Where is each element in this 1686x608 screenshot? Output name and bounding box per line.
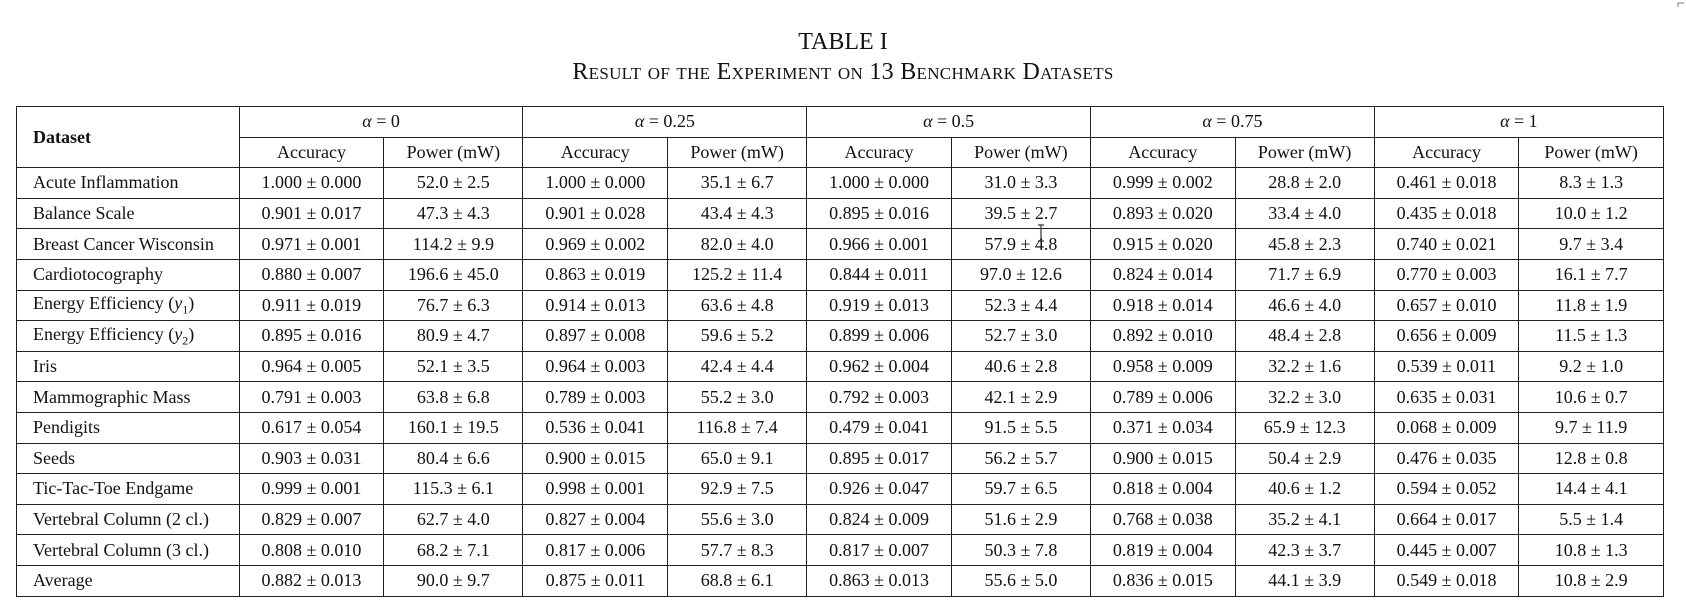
power-cell: 52.1 ± 3.5 bbox=[384, 351, 523, 382]
dataset-name: Balance Scale bbox=[17, 198, 240, 229]
accuracy-cell: 0.895 ± 0.016 bbox=[239, 321, 384, 352]
accuracy-cell: 0.635 ± 0.031 bbox=[1374, 382, 1519, 413]
accuracy-cell: 0.900 ± 0.015 bbox=[523, 443, 668, 474]
power-cell: 62.7 ± 4.0 bbox=[384, 504, 523, 535]
dataset-name: Energy Efficiency $(y_1)$ bbox=[17, 290, 240, 321]
accuracy-cell: 0.895 ± 0.016 bbox=[807, 198, 952, 229]
accuracy-cell: 1.000 ± 0.000 bbox=[807, 168, 952, 199]
accuracy-cell: 0.918 ± 0.014 bbox=[1091, 290, 1236, 321]
power-cell: 63.6 ± 4.8 bbox=[668, 290, 807, 321]
accuracy-cell: 0.892 ± 0.010 bbox=[1091, 321, 1236, 352]
power-cell: 35.2 ± 4.1 bbox=[1235, 504, 1374, 535]
power-cell: 47.3 ± 4.3 bbox=[384, 198, 523, 229]
power-cell: 55.6 ± 3.0 bbox=[668, 504, 807, 535]
accuracy-cell: 1.000 ± 0.000 bbox=[523, 168, 668, 199]
accuracy-cell: 0.818 ± 0.004 bbox=[1091, 474, 1236, 505]
average-row bbox=[17, 565, 1664, 596]
resize-corner-icon bbox=[1676, 0, 1686, 8]
power-cell: 11.5 ± 1.3 bbox=[1519, 321, 1664, 352]
accuracy-cell: 0.768 ± 0.038 bbox=[1091, 504, 1236, 535]
table-title: Result of the Experiment on 13 Benchmark Datasets bbox=[572, 59, 1114, 85]
power-cell: 9.7 ± 3.4 bbox=[1519, 229, 1664, 260]
power-cell: 65.0 ± 9.1 bbox=[668, 443, 807, 474]
accuracy-cell: 0.915 ± 0.020 bbox=[1091, 229, 1236, 260]
power-header: Power (mW) bbox=[1519, 137, 1664, 168]
accuracy-cell: 0.901 ± 0.028 bbox=[523, 198, 668, 229]
table-row bbox=[17, 198, 1664, 229]
table-caption bbox=[0, 27, 1686, 87]
accuracy-cell: 0.657 ± 0.010 bbox=[1374, 290, 1519, 321]
metric-header-row bbox=[17, 137, 1664, 168]
power-cell: 196.6 ± 45.0 bbox=[384, 259, 523, 290]
power-cell: 14.4 ± 4.1 bbox=[1519, 474, 1664, 505]
accuracy-cell: 0.617 ± 0.054 bbox=[239, 412, 384, 443]
accuracy-header: Accuracy bbox=[1091, 137, 1236, 168]
accuracy-header: Accuracy bbox=[239, 137, 384, 168]
power-cell: 10.6 ± 0.7 bbox=[1519, 382, 1664, 413]
power-cell: 57.9 ± 4.8 bbox=[951, 229, 1090, 260]
power-cell: 63.8 ± 6.8 bbox=[384, 382, 523, 413]
power-cell: 59.6 ± 5.2 bbox=[668, 321, 807, 352]
accuracy-cell: 0.824 ± 0.014 bbox=[1091, 259, 1236, 290]
power-cell: 114.2 ± 9.9 bbox=[384, 229, 523, 260]
power-cell: 82.0 ± 4.0 bbox=[668, 229, 807, 260]
power-cell: 55.2 ± 3.0 bbox=[668, 382, 807, 413]
accuracy-cell: 0.664 ± 0.017 bbox=[1374, 504, 1519, 535]
accuracy-cell: 0.594 ± 0.052 bbox=[1374, 474, 1519, 505]
alpha-header-row bbox=[17, 107, 1664, 138]
power-cell: 32.2 ± 1.6 bbox=[1235, 351, 1374, 382]
power-cell: 50.3 ± 7.8 bbox=[951, 535, 1090, 566]
dataset-name: Mammographic Mass bbox=[17, 382, 240, 413]
power-cell: 68.2 ± 7.1 bbox=[384, 535, 523, 566]
power-cell: 10.0 ± 1.2 bbox=[1519, 198, 1664, 229]
accuracy-header: Accuracy bbox=[1374, 137, 1519, 168]
dataset-name: Acute Inflammation bbox=[17, 168, 240, 199]
accuracy-cell: 0.479 ± 0.041 bbox=[807, 412, 952, 443]
dataset-name: Tic-Tac-Toe Endgame bbox=[17, 474, 240, 505]
accuracy-cell: 0.966 ± 0.001 bbox=[807, 229, 952, 260]
power-cell: 52.7 ± 3.0 bbox=[951, 321, 1090, 352]
accuracy-cell: 0.549 ± 0.018 bbox=[1374, 565, 1519, 596]
power-cell: 10.8 ± 2.9 bbox=[1519, 565, 1664, 596]
accuracy-cell: 0.899 ± 0.006 bbox=[807, 321, 952, 352]
accuracy-cell: 0.656 ± 0.009 bbox=[1374, 321, 1519, 352]
accuracy-cell: 0.824 ± 0.009 bbox=[807, 504, 952, 535]
accuracy-cell: 0.827 ± 0.004 bbox=[523, 504, 668, 535]
table-row bbox=[17, 504, 1664, 535]
power-cell: 35.1 ± 6.7 bbox=[668, 168, 807, 199]
accuracy-cell: 0.819 ± 0.004 bbox=[1091, 535, 1236, 566]
table-label: TABLE I bbox=[798, 29, 888, 55]
table-row bbox=[17, 229, 1664, 260]
accuracy-cell: 0.435 ± 0.018 bbox=[1374, 198, 1519, 229]
power-header: Power (mW) bbox=[951, 137, 1090, 168]
accuracy-cell: 0.893 ± 0.020 bbox=[1091, 198, 1236, 229]
table-row bbox=[17, 168, 1664, 199]
accuracy-cell: 0.844 ± 0.011 bbox=[807, 259, 952, 290]
accuracy-cell: 0.789 ± 0.006 bbox=[1091, 382, 1236, 413]
accuracy-header: Accuracy bbox=[807, 137, 952, 168]
accuracy-cell: 0.911 ± 0.019 bbox=[239, 290, 384, 321]
power-header: Power (mW) bbox=[668, 137, 807, 168]
power-cell: 45.8 ± 2.3 bbox=[1235, 229, 1374, 260]
accuracy-cell: 0.770 ± 0.003 bbox=[1374, 259, 1519, 290]
power-cell: 50.4 ± 2.9 bbox=[1235, 443, 1374, 474]
power-cell: 39.5 ± 2.7 bbox=[951, 198, 1090, 229]
power-cell: 32.2 ± 3.0 bbox=[1235, 382, 1374, 413]
accuracy-cell: 0.999 ± 0.001 bbox=[239, 474, 384, 505]
table-body bbox=[17, 168, 1664, 596]
table-row bbox=[17, 351, 1664, 382]
results-table bbox=[16, 106, 1664, 597]
alpha-group-header: α = 1 bbox=[1374, 107, 1663, 138]
accuracy-cell: 0.897 ± 0.008 bbox=[523, 321, 668, 352]
dataset-name: Pendigits bbox=[17, 412, 240, 443]
accuracy-cell: 0.926 ± 0.047 bbox=[807, 474, 952, 505]
alpha-group-header: α = 0.25 bbox=[523, 107, 807, 138]
power-cell: 42.1 ± 2.9 bbox=[951, 382, 1090, 413]
accuracy-cell: 0.958 ± 0.009 bbox=[1091, 351, 1236, 382]
power-header: Power (mW) bbox=[384, 137, 523, 168]
power-cell: 46.6 ± 4.0 bbox=[1235, 290, 1374, 321]
accuracy-cell: 0.999 ± 0.002 bbox=[1091, 168, 1236, 199]
power-cell: 48.4 ± 2.8 bbox=[1235, 321, 1374, 352]
accuracy-cell: 0.914 ± 0.013 bbox=[523, 290, 668, 321]
accuracy-cell: 0.964 ± 0.005 bbox=[239, 351, 384, 382]
power-cell: 80.9 ± 4.7 bbox=[384, 321, 523, 352]
accuracy-cell: 0.880 ± 0.007 bbox=[239, 259, 384, 290]
table-row bbox=[17, 474, 1664, 505]
power-cell: 43.4 ± 4.3 bbox=[668, 198, 807, 229]
accuracy-cell: 0.789 ± 0.003 bbox=[523, 382, 668, 413]
accuracy-cell: 0.882 ± 0.013 bbox=[239, 565, 384, 596]
power-cell: 115.3 ± 6.1 bbox=[384, 474, 523, 505]
dataset-name: Average bbox=[17, 565, 240, 596]
power-cell: 44.1 ± 3.9 bbox=[1235, 565, 1374, 596]
power-cell: 97.0 ± 12.6 bbox=[951, 259, 1090, 290]
power-cell: 40.6 ± 1.2 bbox=[1235, 474, 1374, 505]
power-cell: 28.8 ± 2.0 bbox=[1235, 168, 1374, 199]
power-cell: 57.7 ± 8.3 bbox=[668, 535, 807, 566]
accuracy-cell: 0.863 ± 0.013 bbox=[807, 565, 952, 596]
power-cell: 10.8 ± 1.3 bbox=[1519, 535, 1664, 566]
accuracy-cell: 0.792 ± 0.003 bbox=[807, 382, 952, 413]
accuracy-header: Accuracy bbox=[523, 137, 668, 168]
dataset-name: Vertebral Column (3 cl.) bbox=[17, 535, 240, 566]
power-cell: 92.9 ± 7.5 bbox=[668, 474, 807, 505]
power-cell: 71.7 ± 6.9 bbox=[1235, 259, 1374, 290]
table-row bbox=[17, 443, 1664, 474]
accuracy-cell: 0.371 ± 0.034 bbox=[1091, 412, 1236, 443]
accuracy-cell: 0.829 ± 0.007 bbox=[239, 504, 384, 535]
accuracy-cell: 0.998 ± 0.001 bbox=[523, 474, 668, 505]
dataset-name: Energy Efficiency $(y_2)$ bbox=[17, 321, 240, 352]
accuracy-cell: 0.068 ± 0.009 bbox=[1374, 412, 1519, 443]
power-cell: 55.6 ± 5.0 bbox=[951, 565, 1090, 596]
accuracy-cell: 0.539 ± 0.011 bbox=[1374, 351, 1519, 382]
dataset-name: Iris bbox=[17, 351, 240, 382]
accuracy-cell: 0.964 ± 0.003 bbox=[523, 351, 668, 382]
accuracy-cell: 0.476 ± 0.035 bbox=[1374, 443, 1519, 474]
accuracy-cell: 0.817 ± 0.007 bbox=[807, 535, 952, 566]
power-cell: 51.6 ± 2.9 bbox=[951, 504, 1090, 535]
dataset-name: Cardiotocography bbox=[17, 259, 240, 290]
dataset-header: Dataset bbox=[17, 107, 240, 168]
accuracy-cell: 1.000 ± 0.000 bbox=[239, 168, 384, 199]
table-row bbox=[17, 382, 1664, 413]
alpha-group-header: α = 0 bbox=[239, 107, 523, 138]
table-row bbox=[17, 290, 1664, 321]
accuracy-cell: 0.863 ± 0.019 bbox=[523, 259, 668, 290]
accuracy-cell: 0.969 ± 0.002 bbox=[523, 229, 668, 260]
accuracy-cell: 0.919 ± 0.013 bbox=[807, 290, 952, 321]
accuracy-cell: 0.536 ± 0.041 bbox=[523, 412, 668, 443]
accuracy-cell: 0.791 ± 0.003 bbox=[239, 382, 384, 413]
power-cell: 9.2 ± 1.0 bbox=[1519, 351, 1664, 382]
power-cell: 56.2 ± 5.7 bbox=[951, 443, 1090, 474]
power-cell: 59.7 ± 6.5 bbox=[951, 474, 1090, 505]
power-cell: 52.3 ± 4.4 bbox=[951, 290, 1090, 321]
power-cell: 80.4 ± 6.6 bbox=[384, 443, 523, 474]
power-cell: 11.8 ± 1.9 bbox=[1519, 290, 1664, 321]
accuracy-cell: 0.962 ± 0.004 bbox=[807, 351, 952, 382]
accuracy-cell: 0.836 ± 0.015 bbox=[1091, 565, 1236, 596]
power-header: Power (mW) bbox=[1235, 137, 1374, 168]
power-cell: 91.5 ± 5.5 bbox=[951, 412, 1090, 443]
power-cell: 8.3 ± 1.3 bbox=[1519, 168, 1664, 199]
dataset-name: Breast Cancer Wisconsin bbox=[17, 229, 240, 260]
power-cell: 125.2 ± 11.4 bbox=[668, 259, 807, 290]
power-cell: 33.4 ± 4.0 bbox=[1235, 198, 1374, 229]
power-cell: 40.6 ± 2.8 bbox=[951, 351, 1090, 382]
alpha-group-header: α = 0.75 bbox=[1091, 107, 1375, 138]
power-cell: 52.0 ± 2.5 bbox=[384, 168, 523, 199]
table-row bbox=[17, 259, 1664, 290]
power-cell: 16.1 ± 7.7 bbox=[1519, 259, 1664, 290]
accuracy-cell: 0.740 ± 0.021 bbox=[1374, 229, 1519, 260]
power-cell: 12.8 ± 0.8 bbox=[1519, 443, 1664, 474]
power-cell: 42.4 ± 4.4 bbox=[668, 351, 807, 382]
power-cell: 9.7 ± 11.9 bbox=[1519, 412, 1664, 443]
power-cell: 31.0 ± 3.3 bbox=[951, 168, 1090, 199]
power-cell: 90.0 ± 9.7 bbox=[384, 565, 523, 596]
alpha-group-header: α = 0.5 bbox=[807, 107, 1091, 138]
accuracy-cell: 0.903 ± 0.031 bbox=[239, 443, 384, 474]
table-row bbox=[17, 412, 1664, 443]
table-row bbox=[17, 321, 1664, 352]
accuracy-cell: 0.900 ± 0.015 bbox=[1091, 443, 1236, 474]
accuracy-cell: 0.461 ± 0.018 bbox=[1374, 168, 1519, 199]
dataset-name: Vertebral Column (2 cl.) bbox=[17, 504, 240, 535]
accuracy-cell: 0.971 ± 0.001 bbox=[239, 229, 384, 260]
power-cell: 5.5 ± 1.4 bbox=[1519, 504, 1664, 535]
accuracy-cell: 0.445 ± 0.007 bbox=[1374, 535, 1519, 566]
power-cell: 68.8 ± 6.1 bbox=[668, 565, 807, 596]
power-cell: 76.7 ± 6.3 bbox=[384, 290, 523, 321]
power-cell: 65.9 ± 12.3 bbox=[1235, 412, 1374, 443]
power-cell: 116.8 ± 7.4 bbox=[668, 412, 807, 443]
accuracy-cell: 0.808 ± 0.010 bbox=[239, 535, 384, 566]
power-cell: 160.1 ± 19.5 bbox=[384, 412, 523, 443]
accuracy-cell: 0.901 ± 0.017 bbox=[239, 198, 384, 229]
text-cursor-icon bbox=[1036, 224, 1046, 242]
accuracy-cell: 0.817 ± 0.006 bbox=[523, 535, 668, 566]
accuracy-cell: 0.875 ± 0.011 bbox=[523, 565, 668, 596]
accuracy-cell: 0.895 ± 0.017 bbox=[807, 443, 952, 474]
power-cell: 42.3 ± 3.7 bbox=[1235, 535, 1374, 566]
dataset-name: Seeds bbox=[17, 443, 240, 474]
table-row bbox=[17, 535, 1664, 566]
